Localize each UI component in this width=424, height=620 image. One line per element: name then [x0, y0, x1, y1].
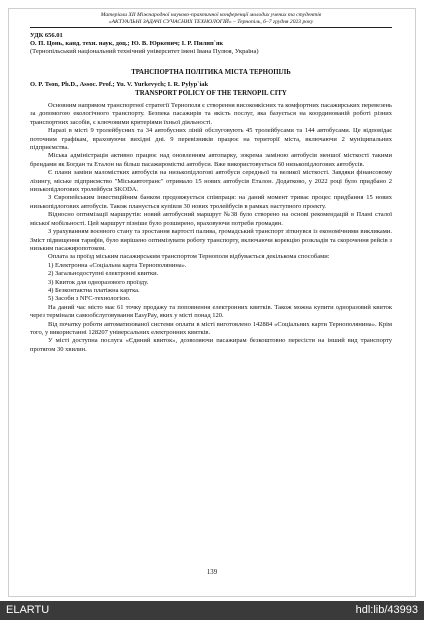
paragraph: Наразі в місті 9 тролейбусних та 34 автобусних ліній обслуговують 45 тролейбусами та 144 автобусами. Це відповідає поточним графікам, враховуючи вихідні дні. 9 перевізників працює на території міста, включаючи 2 муніципальних підприємства. — [30, 127, 392, 152]
list-item: 4) Безконтактна платіжна картка. — [48, 286, 140, 294]
paragraph: З Європейським інвестиційним банком продовжується співпраця: на даний момент триває процес придбання 15 нових низькопідлогових автобусів. Також планується купівля 30 нових тролейбусів в рамках наступного проекту. — [30, 194, 392, 210]
viewer-footer-bar — [0, 601, 424, 620]
authors-en: O. P. Tson, Ph.D., Assoc. Prof.; Yu. V. Yurkevych; I. R. Pylyp`iak — [30, 81, 209, 88]
header-line-1: Матеріали XII Міжнародної науково-практичної конференції молодих учених та студентів — [100, 12, 322, 18]
paragraph: Міська адміністрація активно працює над оновленням автопарку, зокрема заміною автобусів меншої місткості такими брендами як Богдан та Еталон на більш пасажиромісткі автобуси. Вже використовується 60 низькопідлогових автобусів. — [30, 152, 392, 168]
repository-name: ELARTU — [6, 604, 50, 616]
paragraph: У місті доступна послуга «Єдиний квиток», дозволяючи пасажирам безкоштовно пересісти на інший вид транспорту протягом 30 хвилин. — [30, 337, 392, 353]
paragraph: На даний час місто має 61 точку продажу та поповнення електронних квитків. Також можна купити одноразовий квиток через термінали самообслуговування EasyPay, яких у місті понад 120. — [30, 303, 392, 320]
handle-id: hdl:lib/43993 — [355, 604, 418, 616]
running-header — [30, 12, 392, 25]
udc-code: УДК 656.01 — [30, 32, 63, 39]
paragraph: Основним напрямом транспортної стратегії Тернополя є створення високоякісних та комфортних пасажирських перевезень за допомогою екологічного транспорту. Безпека пасажирів та якість послуг, яка базується на координованій роботі різних транспортних засобів, є ключовими критеріями їхньої діяльності. — [30, 102, 392, 126]
authors-uk: О. П. Цонь, канд. техн. наук, доц.; Ю. В. Юркевич; І. Р. Пилип`як — [30, 40, 224, 47]
payment-methods-list — [30, 262, 392, 304]
header-rule — [30, 27, 392, 28]
paragraph: Є плани заміни маломістких автобусів на низькопідлогові автобуси середньої та великої місткості. Завдяки фінансовому лізингу, міське підприємство "Міськавтотранс" отримало 15 нових автобусів Еталон. Додатково, у 2022 році було придбано 2 низькопідлогових тролейбуси SKODA. — [30, 169, 392, 194]
title-uk: ТРАНСПОРТНА ПОЛІТИКА МІСТА ТЕРНОПІЛЬ — [131, 69, 291, 76]
page-number: 139 — [206, 569, 218, 576]
list-item: 1) Електронна «Соціальна карта Тернополянина». — [48, 261, 187, 269]
title-en: TRANSPORT POLICY OF THE TERNOPIL CITY — [135, 90, 287, 97]
paragraph: Від початку роботи автоматизованої системи оплати в місті виготовлено 142884 «Соціальних карти Тернополянина». Крім того, у використанні 128207 універсальних електронних квитків. — [30, 320, 392, 336]
list-item: 2) Загальнодоступні електронні квитки. — [48, 270, 159, 278]
page-content — [30, 12, 392, 354]
list-item: 5) Засоби з NFC-технологією. — [48, 295, 131, 303]
affiliation: (Тернопільський національний технічний університет імені Івана Пулюя, Україна) — [30, 48, 259, 55]
paragraph: З урахуванням воєнного стану та зростання вартості палива, громадський транспорт зіткнувся із економічними викликами. Зміст підвищення тарифів, було вирішено оптимізувати роботу транспорту, включаючи корекцію розкладів та скорочення рейсів з низьким пасажиропотоком. — [30, 228, 392, 252]
paragraph: Відносно оптимізації маршрутів: новий автобусний маршрут №38 було створено на основі рекомендацій в Плані сталої міської мобільності. Цей маршрут пізніше було розширено, враховуючи потреби громадян. — [30, 211, 392, 227]
paragraph: Оплата за проїзд міським пасажирським транспортом Тернополя відбувається декількома способами: — [48, 253, 330, 261]
list-item: 3) Квиток для одноразового проїзду. — [48, 278, 149, 286]
header-line-2: «АКТУАЛЬНІ ЗАДАЧІ СУЧАСНИХ ТЕХНОЛОГІЙ» – Тернопіль, 6–7 грудня 2023 року — [108, 18, 314, 25]
